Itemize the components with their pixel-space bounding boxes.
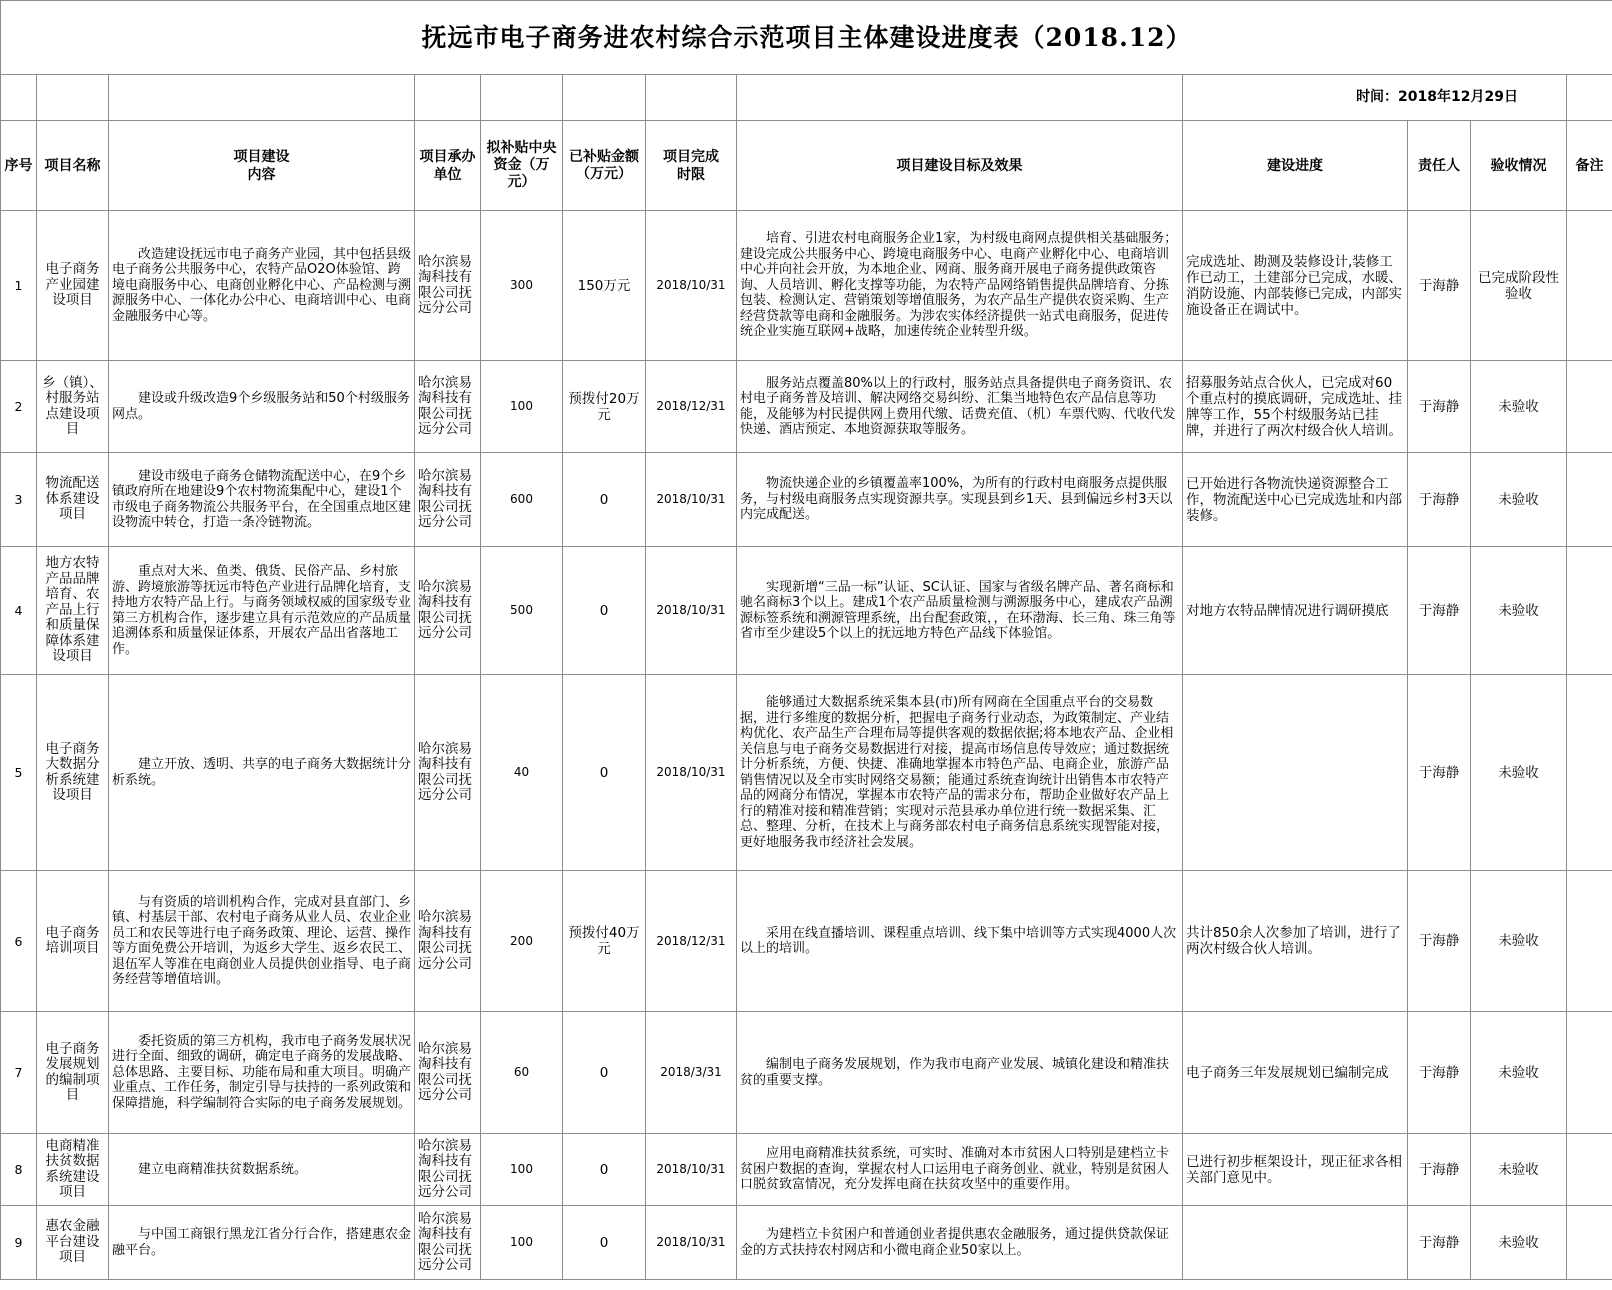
table-row <box>1 1012 1612 1134</box>
row-deadline: 2018/10/31 <box>646 547 737 675</box>
row-paid: 0 <box>563 1012 646 1134</box>
row-goal: 物流快递企业的乡镇覆盖率100%，为所有的行政村电商服务点提供服务，与村级电商服务点实现资源共享。实现县到乡1天、县到偏远乡村3天以内完成配送。 <box>737 453 1183 547</box>
row-content: 委托资质的第三方机构，我市电子商务发展状况进行全面、细致的调研，确定电子商务的发展战略、总体思路、主要目标、功能布局和重大项目。明确产业重点、工作任务，制定引导与扶持的一系列政策和保障措施，科学编制符合实际的电子商务发展规划。 <box>109 1012 415 1134</box>
row-name: 惠农金融平台建设项目 <box>37 1206 109 1280</box>
blank-cell <box>1567 75 1612 121</box>
header-name: 项目名称 <box>37 121 109 211</box>
row-deadline: 2018/10/31 <box>646 211 737 361</box>
row-remark <box>1567 1012 1612 1134</box>
row-seq: 1 <box>1 211 37 361</box>
row-subsidy: 600 <box>481 453 563 547</box>
row-name: 电商精准扶贫数据系统建设项目 <box>37 1134 109 1206</box>
row-deadline: 2018/10/31 <box>646 1206 737 1280</box>
row-remark <box>1567 871 1612 1012</box>
row-unit: 哈尔滨易淘科技有限公司抚远分公司 <box>415 1134 481 1206</box>
row-content: 建设市级电子商务仓储物流配送中心，在9个乡镇政府所在地建设9个农村物流集配中心，建设1个市级电子商务物流公共服务平台，在全国重点地区建设物流中转仓，打造一条冷链物流。 <box>109 453 415 547</box>
date-row <box>1 75 1612 121</box>
row-deadline: 2018/10/31 <box>646 1134 737 1206</box>
row-content: 建立开放、透明、共享的电子商务大数据统计分析系统。 <box>109 675 415 871</box>
row-goal: 能够通过大数据系统采集本县(市)所有网商在全国重点平台的交易数据，进行多维度的数据分析，把握电子商务行业动态，为政策制定、产业结构优化、农产品生产合理布局等提供客观的数据依据;将本地农产品、企业相关信息与电子商务交易数据进行对接，提高市场信息传导效应；通过数据统计分析系统，方便、快捷、准确地掌握本市特色产品、电商企业，旅游产品销售情况以及全市实时网络交易额；能通过系统查询统计出销售本市农特产品的网商分布情况，掌握本市农特产品的需求分布，帮助企业做好农产品上行的精准对接和精准营销；实现对示范县承办单位进行统一数据采集、汇总、整理、分析，在技术上与商务部农村电子商务信息系统实现智能对接，更好地服务我市经济社会发展。 <box>737 675 1183 871</box>
row-content: 建设或升级改造9个乡级服务站和50个村级服务网点。 <box>109 361 415 453</box>
row-content: 重点对大米、鱼类、俄货、民俗产品、乡村旅游、跨境旅游等抚远市特色产业进行品牌化培育，支持地方农特产品上行。与商务领域权威的国家级专业第三方机构合作，逐步建立具有示范效应的产品质量追溯体系和质量保证体系，开展农产品出省落地工作。 <box>109 547 415 675</box>
blank-cell <box>37 75 109 121</box>
table-row <box>1 211 1612 361</box>
header-acceptance: 验收情况 <box>1471 121 1567 211</box>
row-seq: 3 <box>1 453 37 547</box>
row-acceptance: 未验收 <box>1471 1134 1567 1206</box>
row-acceptance: 未验收 <box>1471 675 1567 871</box>
header-remark: 备注 <box>1567 121 1612 211</box>
row-owner: 于海静 <box>1408 675 1471 871</box>
blank-cell <box>1 75 37 121</box>
row-owner: 于海静 <box>1408 361 1471 453</box>
row-paid: 预拨付40万元 <box>563 871 646 1012</box>
row-progress: 完成选址、勘测及装修设计,装修工作已动工，土建部分已完成，水暖、消防设施、内部装修已完成，内部实施设备正在调试中。 <box>1183 211 1408 361</box>
row-seq: 2 <box>1 361 37 453</box>
header-owner: 责任人 <box>1408 121 1471 211</box>
row-content: 与中国工商银行黑龙江省分行合作，搭建惠农金融平台。 <box>109 1206 415 1280</box>
row-content: 改造建设抚远市电子商务产业园，其中包括县级电子商务公共服务中心，农特产品O2O体验馆、跨境电商服务中心、电商创业孵化中心、产品检测与溯源服务中心、一体化办公中心、电商培训中心、电商金融服务中心等。 <box>109 211 415 361</box>
header-content: 项目建设内容 <box>109 121 415 211</box>
row-acceptance: 未验收 <box>1471 1206 1567 1280</box>
blank-cell <box>737 75 1183 121</box>
row-goal: 服务站点覆盖80%以上的行政村，服务站点具备提供电子商务资讯、农村电子商务普及培训、解决网络交易纠纷、汇集当地特色农产品信息等功能，及能够为村民提供网上费用代缴、话费充值、（机）车票代购、代收代发快递、酒店预定、本地资源获取等服务。 <box>737 361 1183 453</box>
header-goal: 项目建设目标及效果 <box>737 121 1183 211</box>
row-paid: 0 <box>563 1206 646 1280</box>
row-name: 电子商务大数据分析系统建设项目 <box>37 675 109 871</box>
row-deadline: 2018/3/31 <box>646 1012 737 1134</box>
header-unit: 项目承办单位 <box>415 121 481 211</box>
row-paid: 0 <box>563 675 646 871</box>
row-name: 电子商务发展规划的编制项目 <box>37 1012 109 1134</box>
row-name: 地方农特产品品牌培育、农产品上行和质量保障体系建设项目 <box>37 547 109 675</box>
row-remark <box>1567 211 1612 361</box>
row-acceptance: 未验收 <box>1471 453 1567 547</box>
row-seq: 4 <box>1 547 37 675</box>
row-owner: 于海静 <box>1408 1134 1471 1206</box>
header-progress: 建设进度 <box>1183 121 1408 211</box>
row-progress <box>1183 1206 1408 1280</box>
row-subsidy: 100 <box>481 1134 563 1206</box>
row-unit: 哈尔滨易淘科技有限公司抚远分公司 <box>415 1012 481 1134</box>
row-name: 电子商务培训项目 <box>37 871 109 1012</box>
row-paid: 预拨付20万元 <box>563 361 646 453</box>
row-remark <box>1567 361 1612 453</box>
row-seq: 6 <box>1 871 37 1012</box>
report-date: 时间：2018年12月29日 <box>1183 75 1567 121</box>
row-subsidy: 300 <box>481 211 563 361</box>
blank-cell <box>563 75 646 121</box>
row-owner: 于海静 <box>1408 871 1471 1012</box>
row-unit: 哈尔滨易淘科技有限公司抚远分公司 <box>415 453 481 547</box>
row-subsidy: 40 <box>481 675 563 871</box>
row-owner: 于海静 <box>1408 211 1471 361</box>
row-acceptance: 未验收 <box>1471 1012 1567 1134</box>
row-progress: 电子商务三年发展规划已编制完成 <box>1183 1012 1408 1134</box>
row-owner: 于海静 <box>1408 1206 1471 1280</box>
row-subsidy: 60 <box>481 1012 563 1134</box>
row-progress: 对地方农特品牌情况进行调研摸底 <box>1183 547 1408 675</box>
row-goal: 培育、引进农村电商服务企业1家，为村级电商网点提供相关基础服务；建设完成公共服务中心、跨境电商服务中心、电商产业孵化中心、电商培训中心并向社会开放，为本地企业、网商、服务商开展电子商务提供政策咨询、人员培训、孵化支撑等功能，为农特产品网络销售提供品牌培育、分拣包装、检测认定、营销策划等增值服务，为农产品生产提供农资采购、生产经营贷款等电商和金融服务。为涉农实体经济提供一站式电商服务，促进传统企业实施互联网+战略，加速传统企业转型升级。 <box>737 211 1183 361</box>
row-deadline: 2018/12/31 <box>646 361 737 453</box>
row-seq: 5 <box>1 675 37 871</box>
row-remark <box>1567 675 1612 871</box>
row-content: 建立电商精准扶贫数据系统。 <box>109 1134 415 1206</box>
row-deadline: 2018/12/31 <box>646 871 737 1012</box>
row-remark <box>1567 1134 1612 1206</box>
row-progress: 共计850余人次参加了培训，进行了两次村级合伙人培训。 <box>1183 871 1408 1012</box>
row-deadline: 2018/10/31 <box>646 453 737 547</box>
row-content: 与有资质的培训机构合作，完成对县直部门、乡镇、村基层干部、农村电子商务从业人员、农业企业员工和农民等进行电子商务政策、理论、运营、操作等方面免费公开培训，为返乡大学生、返乡农民工、退伍军人等准在电商创业人员提供创业指导、电子商务经营等增值培训。 <box>109 871 415 1012</box>
row-deadline: 2018/10/31 <box>646 675 737 871</box>
row-seq: 7 <box>1 1012 37 1134</box>
blank-cell <box>109 75 415 121</box>
row-owner: 于海静 <box>1408 547 1471 675</box>
row-progress: 已进行初步框架设计，现正征求各相关部门意见中。 <box>1183 1134 1408 1206</box>
row-unit: 哈尔滨易淘科技有限公司抚远分公司 <box>415 547 481 675</box>
row-seq: 8 <box>1 1134 37 1206</box>
row-name: 电子商务产业园建设项目 <box>37 211 109 361</box>
blank-cell <box>646 75 737 121</box>
page-title: 抚远市电子商务进农村综合示范项目主体建设进度表（2018.12） <box>1 1 1612 75</box>
header-subsidy: 拟补贴中央资金（万元） <box>481 121 563 211</box>
blank-cell <box>481 75 563 121</box>
table-row <box>1 1134 1612 1206</box>
row-paid: 0 <box>563 1134 646 1206</box>
row-goal: 为建档立卡贫困户和普通创业者提供惠农金融服务，通过提供贷款保证金的方式扶持农村网店和小微电商企业50家以上。 <box>737 1206 1183 1280</box>
row-unit: 哈尔滨易淘科技有限公司抚远分公司 <box>415 1206 481 1280</box>
row-progress <box>1183 675 1408 871</box>
header-row <box>1 121 1612 211</box>
row-subsidy: 500 <box>481 547 563 675</box>
row-owner: 于海静 <box>1408 453 1471 547</box>
header-seq: 序号 <box>1 121 37 211</box>
header-deadline: 项目完成时限 <box>646 121 737 211</box>
row-acceptance: 已完成阶段性验收 <box>1471 211 1567 361</box>
row-remark <box>1567 1206 1612 1280</box>
row-goal: 编制电子商务发展规划，作为我市电商产业发展、城镇化建设和精准扶贫的重要支撑。 <box>737 1012 1183 1134</box>
row-name: 乡（镇）、村服务站点建设项目 <box>37 361 109 453</box>
row-progress: 已开始进行各物流快递资源整合工作，物流配送中心已完成选址和内部装修。 <box>1183 453 1408 547</box>
row-unit: 哈尔滨易淘科技有限公司抚远分公司 <box>415 211 481 361</box>
row-paid: 0 <box>563 453 646 547</box>
row-name: 物流配送体系建设项目 <box>37 453 109 547</box>
row-seq: 9 <box>1 1206 37 1280</box>
table-row <box>1 361 1612 453</box>
table-row <box>1 871 1612 1012</box>
row-acceptance: 未验收 <box>1471 547 1567 675</box>
row-paid: 0 <box>563 547 646 675</box>
row-subsidy: 100 <box>481 1206 563 1280</box>
row-subsidy: 100 <box>481 361 563 453</box>
row-unit: 哈尔滨易淘科技有限公司抚远分公司 <box>415 361 481 453</box>
header-paid: 已补贴金额（万元） <box>563 121 646 211</box>
table-row <box>1 1206 1612 1280</box>
row-owner: 于海静 <box>1408 1012 1471 1134</box>
row-goal: 应用电商精准扶贫系统，可实时、准确对本市贫困人口特别是建档立卡贫困户数据的查询，掌握农村人口运用电子商务创业、就业，特别是贫困人口脱贫致富情况，充分发挥电商在扶贫攻坚中的重要作用。 <box>737 1134 1183 1206</box>
row-remark <box>1567 453 1612 547</box>
table-row <box>1 675 1612 871</box>
row-progress: 招募服务站点合伙人，已完成对60个重点村的摸底调研，完成选址、挂牌等工作，55个村级服务站已挂牌，并进行了两次村级合伙人培训。 <box>1183 361 1408 453</box>
row-goal: 实现新增“三品一标”认证、SC认证、国家与省级名牌产品、著名商标和驰名商标3个以上。建成1个农产品质量检测与溯源服务中心，建成农产品溯源标签系统和溯源管理系统，出台配套政策，，在环渤海、长三角、珠三角等省市至少建设5个以上的抚远地方特色产品线下体验馆。 <box>737 547 1183 675</box>
table-row <box>1 453 1612 547</box>
row-goal: 采用在线直播培训、课程重点培训、线下集中培训等方式实现4000人次以上的培训。 <box>737 871 1183 1012</box>
row-paid: 150万元 <box>563 211 646 361</box>
table-row <box>1 547 1612 675</box>
row-acceptance: 未验收 <box>1471 361 1567 453</box>
blank-cell <box>415 75 481 121</box>
row-acceptance: 未验收 <box>1471 871 1567 1012</box>
row-unit: 哈尔滨易淘科技有限公司抚远分公司 <box>415 675 481 871</box>
row-subsidy: 200 <box>481 871 563 1012</box>
row-unit: 哈尔滨易淘科技有限公司抚远分公司 <box>415 871 481 1012</box>
row-remark <box>1567 547 1612 675</box>
